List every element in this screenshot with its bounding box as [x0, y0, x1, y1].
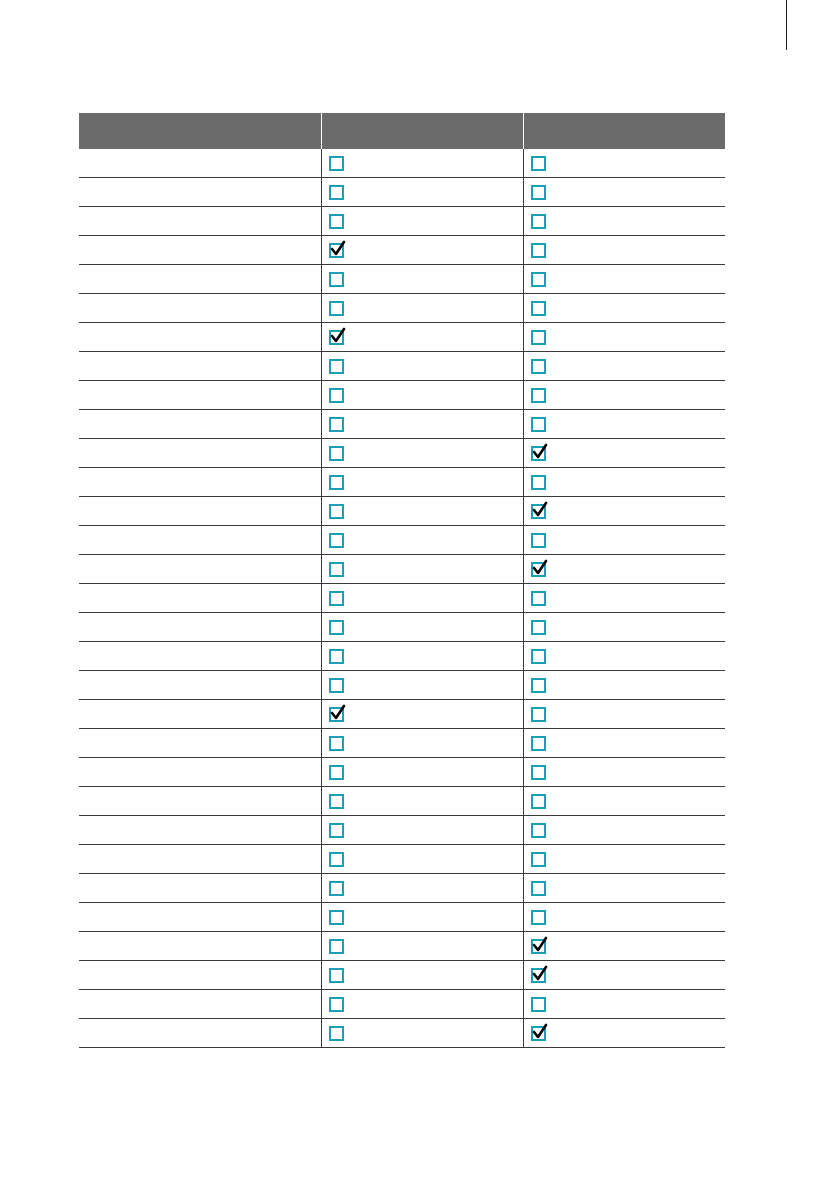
checkbox[interactable]: [329, 881, 344, 896]
checkbox-cell: [523, 584, 725, 613]
checkbox[interactable]: [531, 156, 546, 171]
row-label: [79, 381, 321, 410]
checkbox-cell: [523, 149, 725, 178]
checkbox-cell: [523, 642, 725, 671]
checkbox[interactable]: [329, 852, 344, 867]
checkbox-checked[interactable]: [531, 562, 546, 577]
checkbox-cell: [321, 265, 523, 294]
checkbox-cell: [321, 323, 523, 352]
table-row: [79, 1019, 725, 1048]
checkbox-cell: [321, 700, 523, 729]
checkbox[interactable]: [531, 301, 546, 316]
row-label: [79, 961, 321, 990]
checkbox-cell: [523, 207, 725, 236]
checkbox[interactable]: [531, 620, 546, 635]
checkbox[interactable]: [531, 823, 546, 838]
row-label: [79, 758, 321, 787]
checkbox-cell: [523, 874, 725, 903]
row-label: [79, 265, 321, 294]
checkbox-checked[interactable]: [531, 446, 546, 461]
checkbox[interactable]: [531, 475, 546, 490]
checkbox[interactable]: [531, 533, 546, 548]
row-label: [79, 555, 321, 584]
checkbox[interactable]: [329, 910, 344, 925]
row-label: [79, 671, 321, 700]
checkbox[interactable]: [329, 504, 344, 519]
check-mark-icon: [330, 328, 346, 344]
checkbox-cell: [523, 178, 725, 207]
row-label: [79, 497, 321, 526]
table-row: [79, 787, 725, 816]
checkbox[interactable]: [531, 214, 546, 229]
row-label: [79, 584, 321, 613]
table-row: [79, 584, 725, 613]
checkbox[interactable]: [329, 475, 344, 490]
table-row: [79, 381, 725, 410]
checkbox-cell: [321, 729, 523, 758]
table-row: [79, 990, 725, 1019]
checkbox-cell: [523, 845, 725, 874]
checkbox-cell: [321, 178, 523, 207]
table-row: [79, 555, 725, 584]
checkbox[interactable]: [329, 591, 344, 606]
checkbox[interactable]: [329, 562, 344, 577]
checkbox[interactable]: [531, 243, 546, 258]
checkbox-cell: [321, 758, 523, 787]
checkbox-cell: [321, 874, 523, 903]
checkbox[interactable]: [531, 852, 546, 867]
row-label: [79, 410, 321, 439]
checkbox[interactable]: [329, 156, 344, 171]
table-row: [79, 758, 725, 787]
checkbox[interactable]: [329, 649, 344, 664]
checkbox-cell: [321, 381, 523, 410]
checkbox[interactable]: [329, 214, 344, 229]
checkbox[interactable]: [329, 736, 344, 751]
check-mark-icon: [330, 241, 346, 257]
checkbox[interactable]: [531, 997, 546, 1012]
checkbox-cell: [523, 787, 725, 816]
row-label: [79, 613, 321, 642]
row-label: [79, 642, 321, 671]
table-row: [79, 207, 725, 236]
check-mark-icon: [330, 705, 346, 721]
table-row: [79, 149, 725, 178]
checkbox[interactable]: [531, 794, 546, 809]
checkbox[interactable]: [329, 301, 344, 316]
checkbox-checked[interactable]: [531, 1026, 546, 1041]
checkbox[interactable]: [531, 417, 546, 432]
row-label: [79, 178, 321, 207]
row-label: [79, 526, 321, 555]
checkbox-cell: [321, 990, 523, 1019]
table-row: [79, 961, 725, 990]
row-label: [79, 787, 321, 816]
checkbox[interactable]: [531, 765, 546, 780]
row-label: [79, 845, 321, 874]
row-label: [79, 874, 321, 903]
row-label: [79, 207, 321, 236]
table-row: [79, 410, 725, 439]
checkbox-cell: [523, 526, 725, 555]
checkbox[interactable]: [531, 272, 546, 287]
table-row: [79, 932, 725, 961]
table-row: [79, 613, 725, 642]
row-label: [79, 323, 321, 352]
checkbox-checked[interactable]: [531, 504, 546, 519]
table-row: [79, 352, 725, 381]
checkbox[interactable]: [531, 910, 546, 925]
checkbox-cell: [321, 642, 523, 671]
table-row: [79, 874, 725, 903]
checkbox[interactable]: [531, 881, 546, 896]
checkbox-cell: [523, 613, 725, 642]
checkbox-cell: [321, 613, 523, 642]
checkbox-cell: [321, 961, 523, 990]
checkbox-cell: [523, 555, 725, 584]
table-row: [79, 294, 725, 323]
checkbox-cell: [321, 1019, 523, 1048]
table-row: [79, 178, 725, 207]
checkbox-cell: [523, 700, 725, 729]
checkbox-cell: [321, 207, 523, 236]
check-mark-icon: [532, 444, 548, 460]
checkbox-cell: [523, 323, 725, 352]
row-label: [79, 1019, 321, 1048]
checkbox[interactable]: [531, 707, 546, 722]
checkbox[interactable]: [531, 388, 546, 403]
checkbox[interactable]: [329, 997, 344, 1012]
check-mark-icon: [532, 1024, 548, 1040]
checkbox-cell: [523, 236, 725, 265]
checkbox-cell: [523, 294, 725, 323]
checkbox-cell: [321, 816, 523, 845]
row-label: [79, 468, 321, 497]
check-mark-icon: [532, 560, 548, 576]
table-row: [79, 816, 725, 845]
checkbox-cell: [523, 990, 725, 1019]
row-label: [79, 932, 321, 961]
checkbox-cell: [523, 932, 725, 961]
checkbox[interactable]: [531, 736, 546, 751]
checkbox[interactable]: [531, 185, 546, 200]
checkbox-cell: [523, 961, 725, 990]
row-label: [79, 700, 321, 729]
checkbox-cell: [321, 903, 523, 932]
table-row: [79, 468, 725, 497]
checkbox-cell: [321, 439, 523, 468]
row-label: [79, 439, 321, 468]
checkbox[interactable]: [329, 968, 344, 983]
table-header: [79, 113, 725, 149]
row-label: [79, 149, 321, 178]
checkbox[interactable]: [329, 823, 344, 838]
table-row: [79, 265, 725, 294]
checkbox-cell: [321, 671, 523, 700]
table-row: [79, 642, 725, 671]
header-row: [79, 113, 725, 149]
checkbox-cell: [321, 932, 523, 961]
table-row: [79, 700, 725, 729]
checkbox[interactable]: [329, 794, 344, 809]
checkbox-checked[interactable]: [329, 243, 344, 258]
checkbox-checked[interactable]: [531, 968, 546, 983]
table-row: [79, 729, 725, 758]
table-row: [79, 526, 725, 555]
checkbox[interactable]: [329, 765, 344, 780]
checkbox[interactable]: [531, 330, 546, 345]
checkbox-cell: [321, 352, 523, 381]
checkbox-cell: [321, 555, 523, 584]
row-label: [79, 352, 321, 381]
table-row: [79, 497, 725, 526]
checkbox[interactable]: [329, 1026, 344, 1041]
checkbox-checked[interactable]: [531, 939, 546, 954]
checkbox-cell: [321, 787, 523, 816]
checkbox[interactable]: [329, 359, 344, 374]
table-body: [79, 149, 725, 1048]
table-row: [79, 323, 725, 352]
checkbox-checked[interactable]: [329, 330, 344, 345]
checkbox[interactable]: [329, 388, 344, 403]
check-mark-icon: [532, 937, 548, 953]
table-row: [79, 903, 725, 932]
checkbox-cell: [321, 468, 523, 497]
checkbox[interactable]: [329, 533, 344, 548]
row-label: [79, 816, 321, 845]
table-row: [79, 845, 725, 874]
checkbox-cell: [321, 497, 523, 526]
checkbox-cell: [523, 1019, 725, 1048]
checkbox-cell: [523, 439, 725, 468]
checkbox-cell: [523, 381, 725, 410]
checkbox[interactable]: [531, 591, 546, 606]
checkbox[interactable]: [329, 272, 344, 287]
row-label: [79, 729, 321, 758]
check-mark-icon: [532, 966, 548, 982]
checkbox[interactable]: [329, 678, 344, 693]
header-cell-3: [523, 113, 725, 149]
table-row: [79, 671, 725, 700]
checkbox-checked[interactable]: [329, 707, 344, 722]
header-cell-2: [321, 113, 523, 149]
row-label: [79, 903, 321, 932]
checkbox[interactable]: [329, 620, 344, 635]
checkbox-cell: [321, 845, 523, 874]
checkbox-cell: [523, 671, 725, 700]
checkbox-cell: [523, 903, 725, 932]
checkbox-cell: [321, 236, 523, 265]
checkbox[interactable]: [531, 649, 546, 664]
row-label: [79, 294, 321, 323]
top-rule: [786, 0, 787, 50]
checkbox[interactable]: [329, 446, 344, 461]
checkbox-cell: [523, 468, 725, 497]
checkbox-cell: [523, 816, 725, 845]
checkbox-cell: [321, 526, 523, 555]
checkbox-cell: [523, 352, 725, 381]
checkbox[interactable]: [329, 939, 344, 954]
row-label: [79, 990, 321, 1019]
checkbox-cell: [523, 729, 725, 758]
row-label: [79, 236, 321, 265]
table-row: [79, 439, 725, 468]
checkbox[interactable]: [531, 678, 546, 693]
checkbox-cell: [523, 758, 725, 787]
checkbox[interactable]: [329, 417, 344, 432]
check-mark-icon: [532, 502, 548, 518]
checkbox-cell: [321, 294, 523, 323]
header-cell-1: [79, 113, 321, 149]
checkbox[interactable]: [329, 185, 344, 200]
checkbox-cell: [523, 497, 725, 526]
checkbox-cell: [523, 410, 725, 439]
checkbox[interactable]: [531, 359, 546, 374]
checkbox-cell: [321, 149, 523, 178]
checkbox-cell: [321, 410, 523, 439]
checklist-table: [79, 113, 725, 1048]
checkbox-cell: [321, 584, 523, 613]
checkbox-cell: [523, 265, 725, 294]
table-row: [79, 236, 725, 265]
